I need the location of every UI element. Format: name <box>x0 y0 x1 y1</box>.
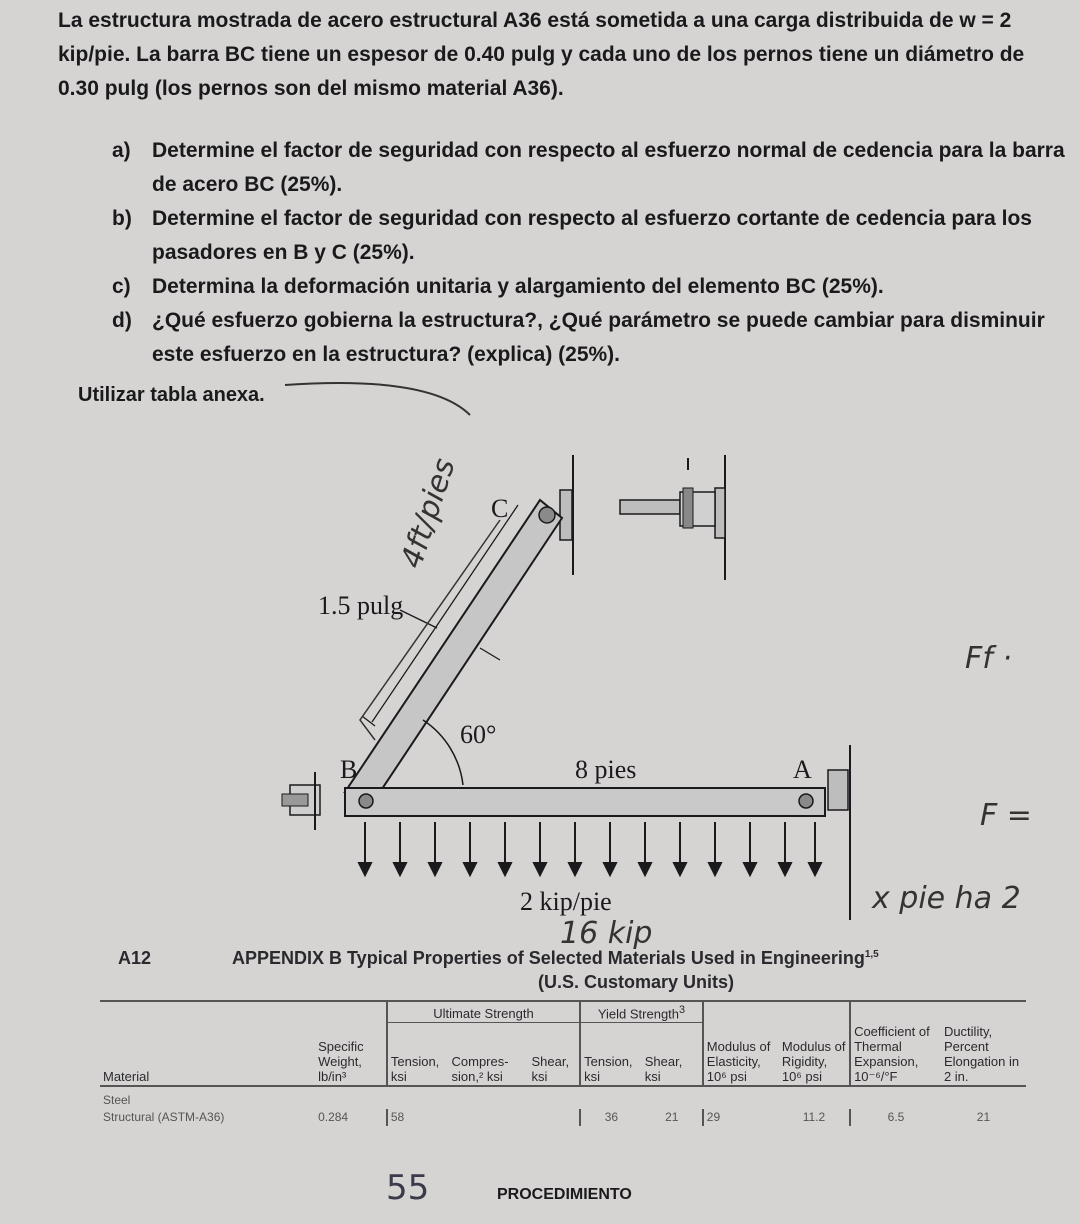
procedure-heading: PROCEDIMIENTO <box>497 1186 632 1203</box>
question-b-label: b) <box>112 207 132 230</box>
properties-table <box>100 1000 1026 1126</box>
col-ductility: Ductility, Percent Elongation in 2 in. <box>943 1023 1020 1084</box>
question-a-text: Determine el factor de seguridad con respecto al esfuerzo normal de cedencia para la barra de acero BC (25%). <box>152 139 1065 196</box>
handwritten-page-number: 55 <box>386 1168 430 1208</box>
structure-figure <box>0 360 1080 950</box>
group-yield-strength: Yield Strength$^3$ <box>580 1001 703 1023</box>
member-bc <box>345 500 562 792</box>
handwritten-load-total: 16 kip <box>560 916 653 950</box>
distributed-load-arrows <box>359 822 821 875</box>
load-label: 2 kip/pie <box>520 887 612 916</box>
pin-detail-b <box>282 772 320 830</box>
handwritten-margin-note-2: F = <box>980 798 1032 833</box>
use-table-note: Utilizar tabla anexa. <box>78 384 265 406</box>
row-rigidity: 11.2 <box>802 1109 826 1124</box>
col-tension: Tension, ksi <box>387 1023 449 1086</box>
span-label: 8 pies <box>575 755 637 784</box>
row-tension: 58 <box>387 1109 449 1126</box>
row-material: Structural (ASTM-A36) <box>103 1109 225 1124</box>
col-material: Material <box>103 1068 150 1084</box>
col-specific-weight: Specific Weight, lb/in³ <box>318 1038 364 1084</box>
appendix-title-sup: 1,5 <box>864 949 879 960</box>
row-shear <box>529 1109 581 1126</box>
row-yield-tension: 36 <box>580 1109 642 1126</box>
label-c: C <box>491 494 509 523</box>
question-c-text: Determina la deformación unitaria y alargamiento del elemento BC (25%). <box>152 275 884 298</box>
table-row <box>100 1109 1026 1126</box>
width-label: 1.5 pulg <box>318 591 404 620</box>
col-yield-tension: Tension, ksi <box>580 1023 642 1086</box>
col-yield-shear: Shear, ksi <box>644 1053 683 1084</box>
row-specific-weight: 0.284 <box>318 1109 349 1124</box>
question-c-label: c) <box>112 275 131 298</box>
question-a-label: a) <box>112 139 131 162</box>
appendix-code: A12 <box>118 948 152 968</box>
question-b <box>112 202 1080 270</box>
question-b-text: Determine el factor de seguridad con respecto al esfuerzo cortante de cedencia para los pasadores en B y C (25%). <box>152 207 1032 264</box>
handwritten-margin-note-3: x pie ha 2 <box>872 881 1021 916</box>
row-elasticity: 29 <box>703 1109 779 1126</box>
label-b: B <box>340 755 358 784</box>
col-rigidity: Modulus of Rigidity, 10⁶ psi <box>781 1038 846 1084</box>
row-compression <box>449 1109 529 1126</box>
col-thermal: Coefficient of Thermal Expansion, 10⁻⁶/°F <box>850 1023 941 1086</box>
col-compression: Compres- sion,² ksi <box>451 1053 509 1084</box>
row-thermal: 6.5 <box>850 1109 941 1126</box>
group-ultimate-strength: Ultimate Strength <box>387 1001 580 1023</box>
question-a <box>112 134 1080 202</box>
question-c <box>112 270 1080 304</box>
col-shear: Shear, ksi <box>531 1053 570 1084</box>
group-row-steel: Steel <box>103 1092 131 1107</box>
question-d-text: ¿Qué esfuerzo gobierna la estructura?, ¿Qué parámetro se puede cambiar para disminuir este esfuerzo en la estructura? (explica) (25%). <box>152 309 1045 366</box>
label-a: A <box>793 755 812 784</box>
col-elasticity: Modulus of Elasticity, 10⁶ psi <box>703 1023 779 1086</box>
row-ductility: 21 <box>976 1109 991 1124</box>
appendix-title <box>232 948 879 969</box>
handwritten-length-note: 4ft/pies <box>394 454 463 573</box>
angle-label: 60° <box>460 720 497 749</box>
question-d-label: d) <box>112 309 132 332</box>
problem-intro: La estructura mostrada de acero estructural A36 está sometida a una carga distribuida de w = 2 kip/pie. La barra BC tiene un espesor de 0.40 pulg y cada uno de los pernos tiene un diámetro de 0.30 pulg (los pernos son del mismo material A36). <box>58 9 1025 100</box>
handwritten-margin-note-1: Ff · <box>965 641 1012 676</box>
pin-detail-c <box>620 455 725 580</box>
appendix-subtitle: (U.S. Customary Units) <box>538 972 735 992</box>
appendix-title-text: APPENDIX B Typical Properties of Selected Materials Used in Engineering <box>232 948 865 968</box>
beam-ab <box>345 788 825 816</box>
row-yield-shear: 21 <box>665 1109 679 1124</box>
